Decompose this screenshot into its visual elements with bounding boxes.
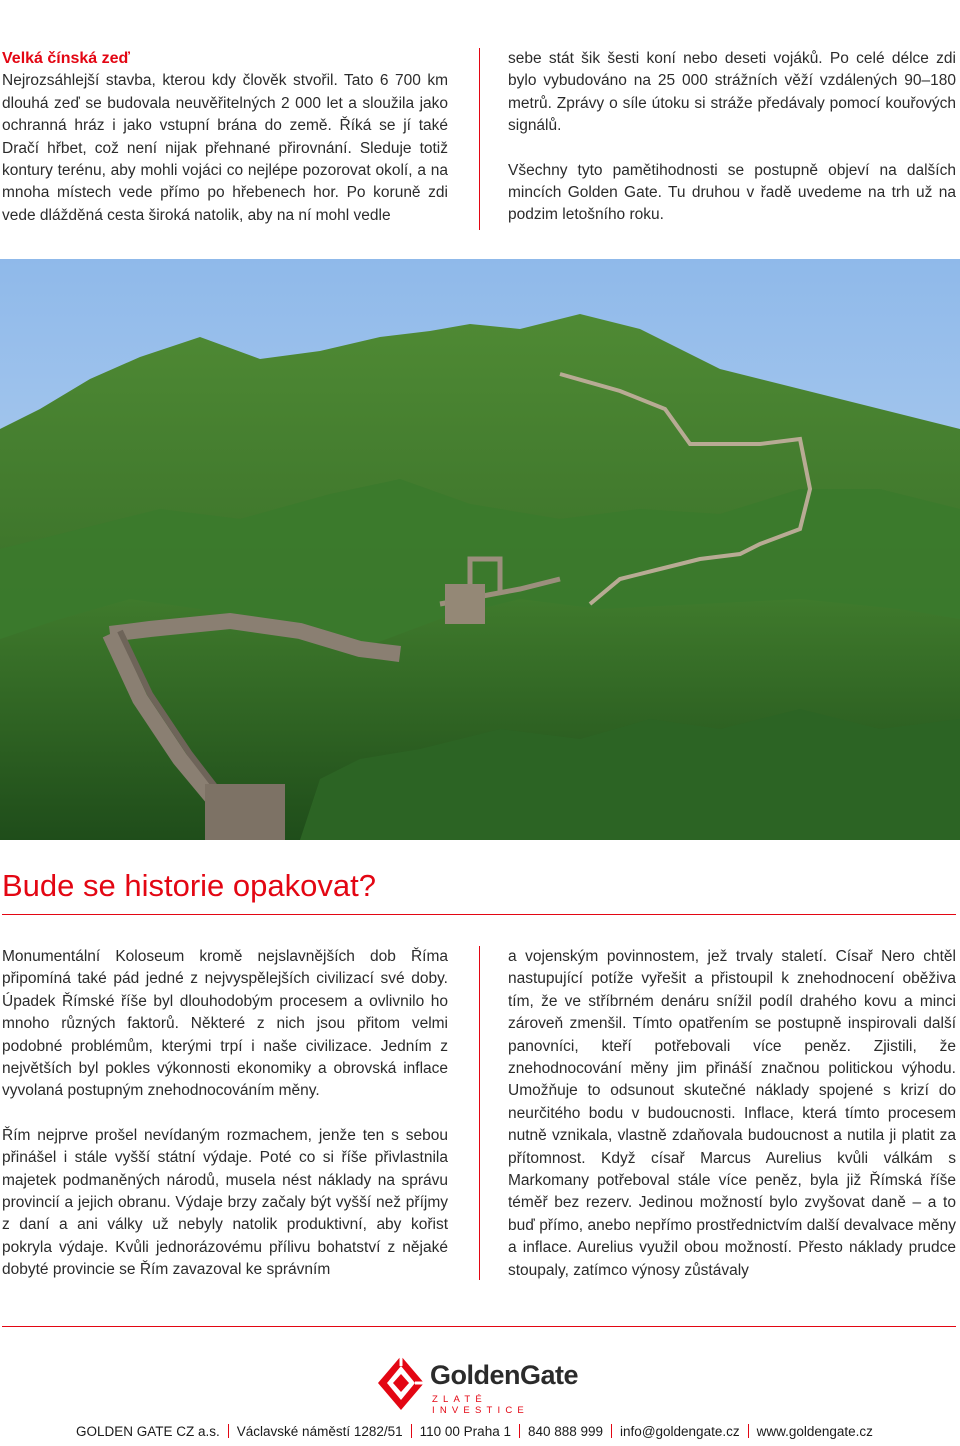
footer-phone: 840 888 999	[527, 1424, 604, 1439]
footer-city: 110 00 Praha 1	[419, 1424, 511, 1439]
footer-email[interactable]: info@goldengate.cz	[620, 1424, 740, 1439]
great-wall-photo	[0, 259, 960, 840]
article-left-paragraph-1: Monumentální Koloseum kromě nejslavnějších dob Říma připomíná také pád jedné z nejvyspělejších civilizací své doby. Úpadek Římské říše byl dlouhodobým procesem a ovlivnilo ho mnoho různých faktorů. Některé z nich jsou přitom velmi podobné problémům, kterými trpí i naše civilizace. Jedním z největších byl pokles výkonnosti ekonomiky a obrovská inflace vyvolaná postupným znehodnocováním měny.	[2, 948, 448, 1100]
footer-separator	[519, 1424, 520, 1438]
column-divider-bottom	[479, 946, 480, 1280]
photo-tower-mid	[445, 584, 485, 624]
intro-right-column	[508, 48, 956, 227]
footer-separator	[748, 1424, 749, 1438]
heading-underline	[2, 914, 956, 915]
article-left-paragraph-2: Řím nejprve prošel nevídaným rozmachem, jenže ten s sebou přinášel i stále vyšší státní výdaje. Poté co si říše přivlastnila majetek podmaněných národů, musela nést náklady na správu provincií a jejich obranu. Výdaje brzy začaly být vyšší než příjmy z daní a ani války už nebyly natolik produktivní, aby kořist pokryla výdaje. Kvůli jednorázovému přílivu bohatství z nějaké dobyté provincie se Řím zavazoval ke správním	[2, 1126, 448, 1279]
goldengate-logo	[376, 1352, 586, 1414]
footer-separator	[228, 1424, 229, 1438]
footer-contact	[76, 1424, 956, 1439]
intro-left-paragraph: Nejrozsáhlejší stavba, kterou kdy člověk stvořil. Tato 6 700 km dlouhá zeď se budovala neuvěřitelných 2 000 let a sloužila jako ochranná hráz i jako vstupní brána do země. Říká se jí také Dračí hřbet, což není nijak přehnané přirovnání. Sleduje totiž kontury terénu, aby mohli vojáci co nejlépe pozorovat okolí, a na mnoha místech vede přímo po hřebenech hor. Po koruně zdi vede dlážděná cesta široká natolik, aby na ní mohl vedle	[2, 72, 448, 224]
article-right-column	[508, 946, 956, 1282]
intro-right-paragraph-2: Všechny tyto pamětihodnosti se postupně objeví na dalších mincích Golden Gate. Tu druhou v řadě uvedeme na trh už na podzim letošního roku.	[508, 161, 956, 224]
article-left-column	[2, 946, 448, 1282]
footer-divider	[2, 1326, 956, 1327]
logo-tagline: ZLATÉ INVESTICE	[432, 1394, 529, 1416]
footer-company: GOLDEN GATE CZ a.s.	[76, 1424, 220, 1439]
footer-separator	[411, 1424, 412, 1438]
section-title-great-wall: Velká čínská zeď	[2, 50, 131, 67]
intro-right-paragraph-1: sebe stát šik šesti koní nebo deseti vojáků. Po celé délce zdi bylo vybudováno na 25 000 strážních věží vzdálených 90–180 metrů. Zprávy o síle útoku si stráže předávaly pomocí kouřových signálů.	[508, 50, 956, 135]
article-right-paragraph: a vojenským povinnostem, jež trvaly staletí. Císař Nero chtěl nastupující potíže vyřešit a přistoupil k znehodnocení oběživa tím, že ve stříbrném denáru snížil podíl drahého kovu a minci zároveň zmenšil. Tímto opatřením se postupně inspirovali další panovníci, kteří potřebovali více peněz. Zjistili, že znehodnocování měny jim přináší značnou politickou výhodu. Umožňuje to odsunout skutečné náklady spojené s krizí do neurčitého bodu v budoucnosti. Inflace, která tímto procesem nutně vznikala, vlastně zdaňovala budoucnost a nutila ji platit za přítomnost. Když císař Marcus Aurelius kvůli válkám s Markomany potřeboval stále více peněz, byla již Římská říše téměř bez rezerv. Jedinou možností bylo zvyšovat daně – a to buď přímo, anebo nepřímo prostřednictvím další devalvace měny a inflace. Aurelius využil obou možností. Přesto náklady prudce stoupaly, zatímco výnosy zůstávaly	[508, 948, 956, 1279]
footer-separator	[611, 1424, 612, 1438]
intro-left-column	[2, 48, 448, 227]
column-divider-top	[479, 48, 480, 230]
footer-web[interactable]: www.goldengate.cz	[756, 1424, 873, 1439]
logo-wordmark: GoldenGate	[430, 1360, 579, 1390]
section-heading-history: Bude se historie opakovat?	[2, 868, 376, 903]
photo-tower-near	[205, 784, 285, 840]
footer-address: Václavské náměstí 1282/51	[236, 1424, 403, 1439]
goldengate-diamond-icon	[376, 1354, 426, 1412]
